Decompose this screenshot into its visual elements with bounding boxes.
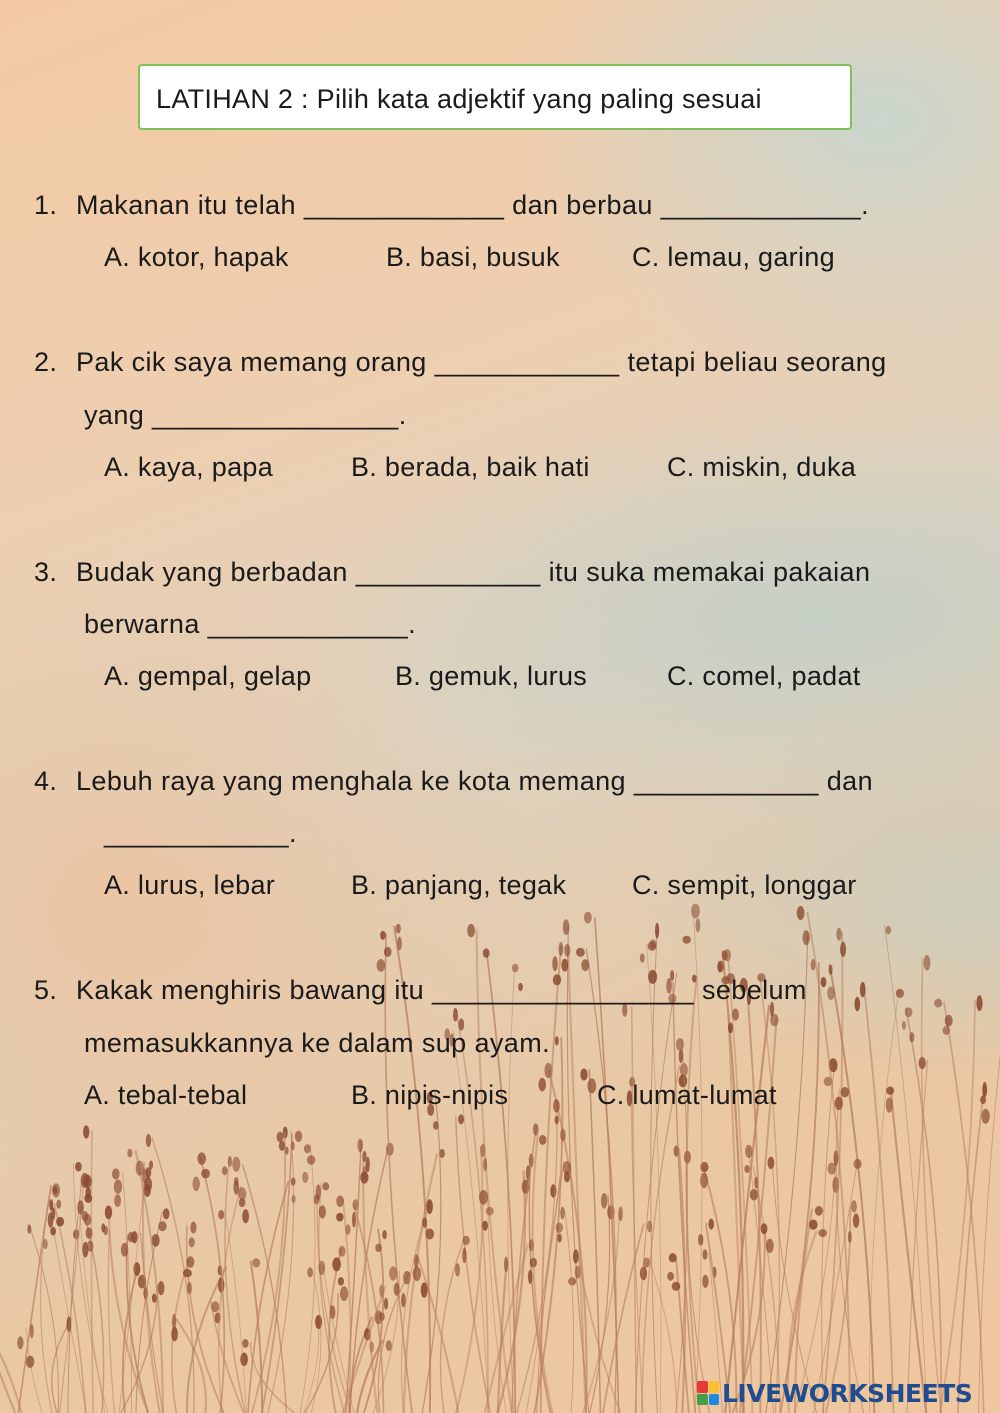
question-1-option-a: A. kotor, hapak [104, 242, 289, 272]
grass-seed-head [304, 1144, 311, 1153]
grass-seed-head [483, 948, 490, 958]
grass-seed-head [553, 1099, 560, 1113]
grass-seed-head [238, 1187, 246, 1200]
grass-seed-head [480, 1144, 485, 1158]
grass-seed-head [836, 928, 841, 941]
grass-seed-head [828, 1163, 836, 1175]
grass-seed-head [222, 1166, 228, 1175]
grass-seed-head [679, 1049, 683, 1063]
grass-stem [363, 1159, 377, 1413]
grass-seed-head [363, 1166, 368, 1180]
grass-seed-head [146, 1167, 152, 1178]
grass-seed-head [396, 924, 401, 934]
grass-seed-head [51, 1207, 55, 1220]
grass-stem [498, 1170, 525, 1413]
grass-stem [51, 1216, 86, 1413]
grass-seed-head [552, 956, 557, 971]
grass-seed-head [809, 1220, 818, 1230]
question-4-option-c: C. sempit, longgar [632, 870, 857, 900]
grass-seed-head [433, 1121, 439, 1130]
grass-seed-head [853, 1213, 859, 1227]
grass-seed-head [384, 1298, 388, 1310]
grass-seed-head [860, 982, 866, 997]
question-5-line-2: memasukkannya ke dalam sup ayam. [84, 1028, 551, 1058]
question-1-line-1 [34, 190, 869, 221]
grass-seed-head [909, 1032, 914, 1042]
grass-seed-head [171, 1327, 178, 1341]
grass-seed-head [252, 1258, 260, 1267]
grass-seed-head [319, 1205, 326, 1218]
grass-seed-head [77, 1200, 84, 1214]
grass-seed-head [193, 1177, 200, 1192]
grass-seed-head [362, 1151, 366, 1162]
grass-seed-head [453, 1008, 458, 1022]
grass-seed-head [183, 1269, 192, 1277]
grass-seed-head [377, 959, 386, 972]
grass-seed-head [426, 1229, 435, 1240]
grass-seed-head [242, 1209, 249, 1223]
grass-seed-head [242, 1339, 248, 1348]
grass-seed-head [504, 1256, 508, 1272]
grass-seed-head [580, 1069, 587, 1081]
grass-seed-head [587, 1078, 596, 1093]
grass-seed-head [462, 1248, 466, 1264]
grass-seed-head [982, 1082, 987, 1097]
grass-seed-head [647, 1221, 652, 1233]
grass-seed-head [976, 995, 982, 1011]
question-4-number: 4. [34, 766, 58, 796]
grass-seed-head [114, 1194, 121, 1207]
grass-seed-head [919, 1057, 926, 1069]
grass-seed-head [855, 997, 861, 1012]
grass-seed-head [467, 924, 475, 937]
grass-seed-head [189, 1237, 195, 1247]
question-5-text: Kakak menghiris bawang itu _________________ sebelum [76, 975, 807, 1005]
grass-seed-head [717, 961, 724, 973]
question-3-line-2: berwarna _____________. [84, 609, 416, 639]
grass-seed-head [934, 999, 942, 1008]
grass-seed-head [896, 989, 904, 998]
grass-seed-head [886, 1098, 893, 1113]
question-5-option-c: C. lumat-lumat [597, 1080, 777, 1110]
grass-seed-head [56, 1217, 64, 1227]
grass-seed-head [556, 1223, 563, 1233]
grass-seed-head [201, 1169, 210, 1179]
grass-seed-head [386, 1143, 394, 1156]
grass-seed-head [339, 1246, 346, 1257]
grass-seed-head [463, 1236, 470, 1245]
grass-seed-head [573, 1249, 579, 1263]
grass-stem [300, 1144, 315, 1413]
grass-seed-head [555, 1036, 559, 1045]
grass-seed-head [144, 1177, 152, 1191]
liveworksheets-logo-text: LIVEWORKSHEETS [722, 1378, 973, 1408]
grass-seed-head [700, 1162, 708, 1172]
question-4-line-1 [34, 766, 873, 797]
question-1-option-c: C. lemau, garing [632, 242, 835, 272]
grass-seed-head [682, 936, 691, 944]
grass-seed-head [426, 1199, 433, 1214]
grass-seed-head [421, 1282, 428, 1297]
grass-seed-head [669, 1253, 677, 1262]
grass-seed-head [815, 1206, 823, 1216]
grass-seed-head [352, 1212, 356, 1228]
grass-seed-head [886, 1087, 894, 1095]
grass-seed-head [539, 1135, 546, 1145]
grass-seed-head [190, 1222, 196, 1234]
grass-stem [0, 1298, 15, 1413]
title-box [138, 64, 852, 130]
question-3-text: Budak yang berbadan ____________ itu suka memakai pakaian [76, 557, 871, 587]
grass-seed-head [560, 1129, 566, 1141]
grass-seed-head [307, 1155, 316, 1165]
grass-seed-head [211, 1301, 219, 1312]
grass-seed-head [698, 1234, 703, 1246]
grass-seed-head [848, 1231, 852, 1243]
grass-seed-head [422, 1218, 427, 1228]
grass-seed-head [564, 944, 570, 957]
grass-seed-head [163, 1208, 170, 1219]
grass-seed-head [768, 1157, 775, 1169]
grass-seed-head [482, 1221, 488, 1231]
grass-stem [870, 988, 900, 1413]
grass-seed-head [375, 1244, 381, 1253]
grass-seed-head [413, 1266, 421, 1281]
grass-stem [814, 1159, 858, 1413]
grass-seed-head [528, 1270, 533, 1284]
grass-seed-head [105, 1206, 112, 1220]
grass-seed-head [886, 926, 892, 934]
question-5-option-b: B. nipis-nipis [351, 1080, 509, 1110]
grass-seed-head [538, 1078, 546, 1092]
grass-stem [589, 1069, 600, 1413]
grass-seed-head [576, 948, 585, 957]
grass-stem [91, 1130, 93, 1413]
grass-seed-head [232, 1157, 240, 1172]
grass-seed-head [563, 1161, 571, 1174]
question-3-option-c: C. comel, padat [667, 661, 861, 691]
grass-seed-head [560, 1207, 564, 1220]
grass-seed-head [563, 919, 570, 935]
grass-seed-head [357, 1139, 363, 1153]
grass-seed-head [818, 1229, 827, 1237]
grass-seed-head [158, 1281, 165, 1295]
grass-seed-head [52, 1183, 60, 1197]
grass-seed-head [696, 918, 701, 932]
grass-seed-head [722, 950, 728, 960]
grass-seed-head [854, 1159, 862, 1169]
grass-seed-head [27, 1224, 31, 1234]
question-4-option-a: A. lurus, lebar [104, 870, 276, 900]
question-1-number: 1. [34, 190, 58, 220]
grass-seed-head [732, 1009, 739, 1021]
grass-seed-head [318, 1261, 325, 1275]
grass-seed-head [745, 1145, 752, 1158]
grass-seed-head [797, 906, 805, 920]
grass-seed-head [336, 1213, 343, 1222]
grass-seed-head [338, 1277, 344, 1286]
grass-seed-head [821, 977, 827, 987]
grass-seed-head [766, 1239, 774, 1253]
grass-seed-head [295, 1131, 302, 1142]
grass-stem [583, 1213, 620, 1413]
question-2-line-2: yang ________________. [84, 400, 407, 430]
grass-stem [224, 1209, 246, 1413]
grass-seed-head [291, 1141, 295, 1150]
grass-seed-head [676, 1038, 684, 1051]
grass-seed-head [279, 1141, 285, 1151]
grass-seed-head [601, 1193, 607, 1209]
grass-seed-head [401, 1293, 406, 1307]
grass-seed-head [803, 930, 810, 945]
question-3-line-1 [34, 557, 870, 588]
question-4-text: Lebuh raya yang menghala ke kota memang ____________ dan [76, 766, 873, 796]
grass-seed-head [761, 1223, 768, 1234]
grass-seed-head [228, 1156, 232, 1167]
grass-seed-head [728, 1023, 733, 1034]
grass-seed-head [218, 1210, 224, 1219]
liveworksheets-logo[interactable] [697, 1378, 972, 1408]
question-2-text: Pak cik saya memang orang ____________ tetapi beliau seorang [76, 347, 887, 377]
grass-seed-head [640, 1267, 647, 1281]
grass-seed-head [905, 1007, 913, 1017]
grass-stem [541, 946, 561, 1413]
grass-seed-head [136, 1161, 144, 1176]
grass-seed-head [555, 1115, 559, 1124]
grass-seed-head [851, 1200, 857, 1212]
grass-seed-head [829, 965, 833, 975]
grass-seed-head [87, 1241, 93, 1252]
grass-seed-head [332, 1257, 341, 1271]
grass-seed-head [26, 1356, 34, 1368]
grass-stem [940, 1000, 975, 1413]
grass-stem [780, 962, 818, 1413]
liveworksheets-logo-icon [697, 1381, 719, 1405]
grass-seed-head [455, 1263, 460, 1276]
question-1-option-b: B. basi, busuk [386, 242, 560, 272]
question-4-option-b: B. panjang, tegak [351, 870, 567, 900]
grass-seed-head [152, 1294, 157, 1303]
question-2-number: 2. [34, 347, 58, 377]
grass-seed-head [486, 1207, 494, 1216]
grass-seed-head [340, 1286, 348, 1301]
question-4-line-2: ____________. [104, 818, 297, 848]
question-5-line-1 [34, 975, 807, 1006]
question-2-line-1 [34, 347, 887, 378]
grass-seed-head [479, 1190, 488, 1205]
question-1-text: Makanan itu telah _____________ dan berbau _____________. [76, 190, 869, 220]
grass-seed-head [30, 1324, 34, 1338]
grass-seed-head [827, 986, 834, 1000]
grass-seed-head [322, 1182, 329, 1190]
grass-seed-head [672, 1282, 681, 1291]
grass-seed-head [650, 939, 657, 948]
question-3-option-b: B. gemuk, lurus [395, 661, 588, 691]
grass-seed-head [533, 1123, 539, 1135]
question-2-option-c: C. miskin, duka [667, 452, 857, 482]
grass-stem [549, 1070, 587, 1413]
grass-seed-head [811, 959, 816, 970]
grass-stem [441, 1240, 464, 1413]
grass-stem [422, 1092, 441, 1413]
grass-seed-head [945, 1015, 953, 1027]
grass-seed-head [640, 953, 645, 963]
grass-seed-head [483, 1158, 487, 1171]
grass-stem [30, 1226, 59, 1413]
grass-seed-head [50, 1227, 56, 1236]
grass-seed-head [336, 1196, 344, 1207]
grass-seed-head [345, 1224, 350, 1235]
grass-seed-head [924, 955, 931, 971]
grass-seed-head [112, 1168, 120, 1179]
grass-seed-head [557, 1234, 561, 1243]
grass-seed-head [981, 1109, 989, 1124]
grass-seed-head [186, 1256, 194, 1267]
grass-seed-head [172, 1314, 176, 1330]
grass-seed-head [561, 959, 568, 972]
grass-seed-head [980, 1096, 986, 1105]
grass-seed-head [307, 1267, 312, 1277]
question-2-option-a: A. kaya, papa [104, 452, 274, 482]
grass-seed-head [240, 1353, 248, 1367]
grass-seed-head [581, 959, 589, 971]
question-3-number: 3. [34, 557, 58, 587]
grass-stem [119, 1167, 146, 1413]
grass-seed-head [17, 1336, 23, 1349]
grass-seed-head [703, 1249, 708, 1260]
grass-seed-head [75, 1162, 82, 1172]
grass-seed-head [902, 1021, 906, 1030]
grass-seed-head [43, 1239, 48, 1249]
grass-stem [649, 1258, 677, 1413]
grass-seed-head [835, 1097, 843, 1110]
grass-seed-head [197, 1152, 206, 1164]
grass-seed-head [81, 1173, 90, 1188]
question-5-option-a: A. tebal-tebal [84, 1080, 248, 1110]
grass-seed-head [277, 1132, 284, 1143]
grass-seed-head [56, 1200, 61, 1209]
grass-seed-head [458, 1114, 464, 1124]
grass-stem [753, 1167, 780, 1413]
grass-seed-head [114, 1180, 122, 1194]
grass-seed-head [85, 1187, 91, 1199]
grass-seed-head [84, 1214, 92, 1226]
grass-seed-head [389, 1266, 397, 1280]
grass-stem [565, 1210, 574, 1413]
worksheet-title: LATIHAN 2 : Pilih kata adjektif yang paling sesuai [156, 84, 762, 114]
grass-seed-head [187, 1282, 192, 1294]
grass-seed-head [397, 937, 402, 951]
grass-seed-head [101, 1223, 105, 1232]
grass-seed-head [158, 1221, 166, 1231]
grass-seed-head [618, 1207, 622, 1222]
grass-seed-head [667, 1272, 674, 1281]
grass-seed-head [700, 1173, 708, 1188]
grass-seed-head [386, 1340, 392, 1351]
grass-seed-head [708, 1219, 714, 1230]
grass-seed-head [584, 912, 592, 924]
grass-seed-head [234, 1177, 239, 1186]
grass-seed-head [127, 1149, 132, 1158]
grass-seed-head [86, 1227, 93, 1238]
grass-seed-head [128, 1232, 134, 1242]
grass-seed-head [384, 947, 392, 957]
grass-seed-head [744, 1165, 749, 1173]
grass-stem [632, 1006, 637, 1413]
grass-seed-head [943, 1026, 951, 1035]
question-5-number: 5. [34, 975, 58, 1005]
grass-seed-head [302, 1172, 308, 1183]
grass-seed-head [559, 942, 564, 956]
question-2-option-b: B. berada, baik hati [351, 452, 590, 482]
grass-seed-head [83, 1125, 89, 1138]
grass-seed-head [146, 1134, 151, 1147]
grass-seed-head [655, 923, 659, 939]
grass-seed-head [382, 1230, 387, 1239]
grass-seed-head [702, 1275, 708, 1288]
grass-seed-head [380, 931, 386, 940]
grass-seed-head [840, 942, 846, 957]
grass-seed-head [316, 1184, 321, 1200]
grass-seed-head [841, 1087, 850, 1097]
grass-seed-head [512, 964, 519, 972]
grass-seed-head [691, 904, 700, 919]
grass-stem [864, 988, 893, 1413]
question-3-option-a: A. gempal, gelap [104, 661, 312, 691]
